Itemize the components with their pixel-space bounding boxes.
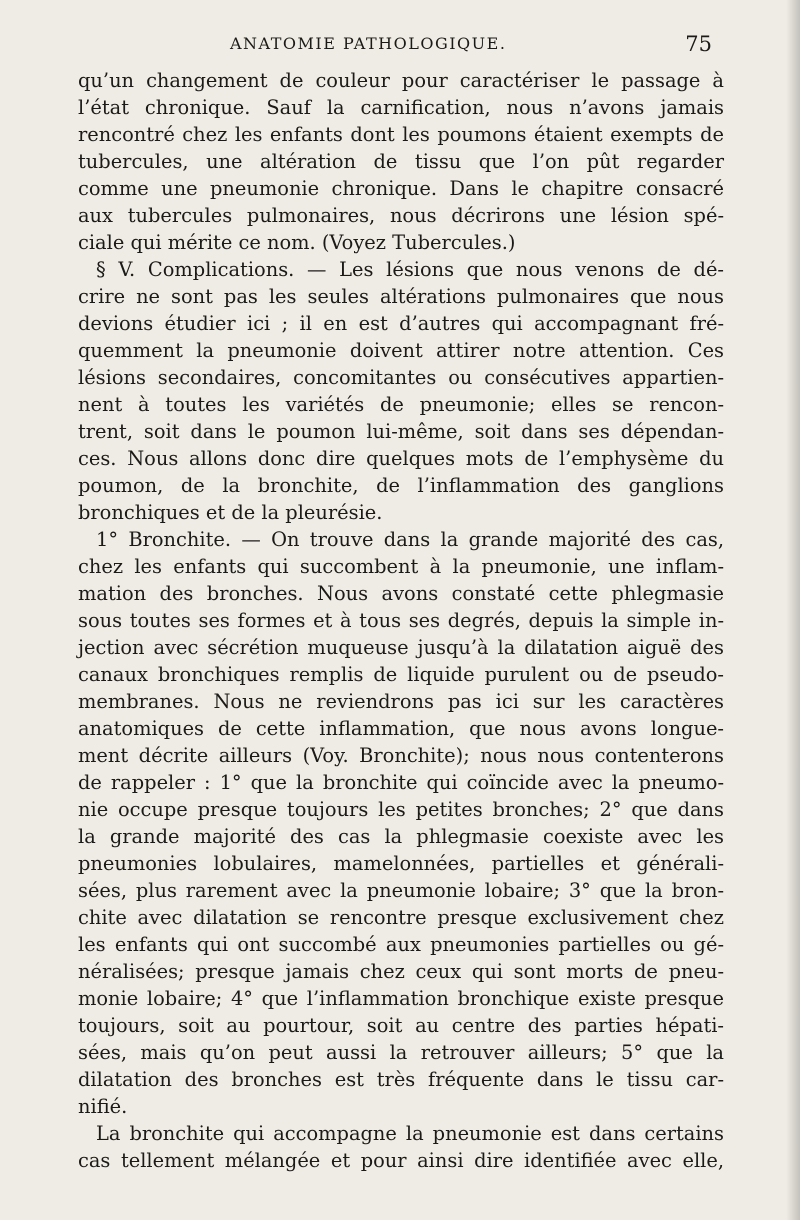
text-line: jection avec sécrétion muqueuse jusqu’à la dilatation aiguë des xyxy=(78,636,724,659)
text-line: bronchiques et de la pleurésie. xyxy=(78,501,383,524)
text-line: devions étudier ici ; il en est d’autres qui accompagnant fré- xyxy=(78,312,724,335)
text-line: toujours, soit au pourtour, soit au centre des parties hépati- xyxy=(78,1014,724,1037)
text-line: crire ne sont pas les seules altérations pulmonaires que nous xyxy=(78,285,724,308)
text-line: 1° Bronchite. — On trouve dans la grande majorité des cas, xyxy=(96,528,724,551)
text-line: poumon, de la bronchite, de l’inflammation des ganglions xyxy=(78,474,724,497)
page-edge-shadow xyxy=(786,0,800,1220)
text-line: comme une pneumonie chronique. Dans le chapitre consacré xyxy=(78,177,724,200)
text-line: ment décrite ailleurs (Voy. Bronchite); nous nous contenterons xyxy=(78,744,724,767)
text-line: qu’un changement de couleur pour caractériser le passage à xyxy=(78,69,724,92)
text-line: lésions secondaires, concomitantes ou consécutives appartien- xyxy=(78,366,724,389)
text-line: chite avec dilatation se rencontre presque exclusivement chez xyxy=(78,906,724,929)
text-line: la grande majorité des cas la phlegmasie coexiste avec les xyxy=(78,825,724,848)
text-line: cas tellement mélangée et pour ainsi dire identifiée avec elle, xyxy=(78,1149,724,1172)
text-line: quemment la pneumonie doivent attirer notre attention. Ces xyxy=(78,339,724,362)
text-line: sées, mais qu’on peut aussi la retrouver ailleurs; 5° que la xyxy=(78,1041,724,1064)
running-title: ANATOMIE PATHOLOGIQUE. xyxy=(230,34,507,53)
text-line: sous toutes ses formes et à tous ses degrés, depuis la simple in- xyxy=(78,609,724,632)
text-line: mation des bronches. Nous avons constaté cette phlegmasie xyxy=(78,582,724,605)
text-line: La bronchite qui accompagne la pneumonie est dans certains xyxy=(96,1122,724,1145)
text-line: § V. Complications. — Les lésions que nous venons de dé- xyxy=(96,258,724,281)
page-header xyxy=(80,32,712,60)
body-text xyxy=(78,67,724,1174)
text-line: sées, plus rarement avec la pneumonie lobaire; 3° que la bron- xyxy=(78,879,724,902)
text-line: pneumonies lobulaires, mamelonnées, partielles et générali- xyxy=(78,852,724,875)
text-line: ces. Nous allons donc dire quelques mots de l’emphysème du xyxy=(78,447,724,470)
text-line: canaux bronchiques remplis de liquide purulent ou de pseudo- xyxy=(78,663,724,686)
text-line: membranes. Nous ne reviendrons pas ici sur les caractères xyxy=(78,690,724,713)
text-line: anatomiques de cette inflammation, que nous avons longue- xyxy=(78,717,724,740)
text-line: monie lobaire; 4° que l’inflammation bronchique existe presque xyxy=(78,987,724,1010)
text-line: les enfants qui ont succombé aux pneumonies partielles ou gé- xyxy=(78,933,724,956)
text-line: néralisées; presque jamais chez ceux qui sont morts de pneu- xyxy=(78,960,724,983)
text-line: chez les enfants qui succombent à la pneumonie, une inflam- xyxy=(78,555,724,578)
text-line: nie occupe presque toujours les petites bronches; 2° que dans xyxy=(78,798,724,821)
text-line: nifié. xyxy=(78,1095,128,1118)
text-line: rencontré chez les enfants dont les poumons étaient exempts de xyxy=(78,123,724,146)
text-line: dilatation des bronches est très fréquente dans le tissu car- xyxy=(78,1068,724,1091)
text-line: l’état chronique. Sauf la carnification, nous n’avons jamais xyxy=(78,96,724,119)
page-number: 75 xyxy=(685,32,712,56)
text-line: aux tubercules pulmonaires, nous décrirons une lésion spé- xyxy=(78,204,724,227)
text-line: ciale qui mérite ce nom. (Voyez Tubercules.) xyxy=(78,231,516,254)
text-line: tubercules, une altération de tissu que l’on pût regarder xyxy=(78,150,724,173)
text-line: de rappeler : 1° que la bronchite qui coïncide avec la pneumo- xyxy=(78,771,724,794)
text-line: nent à toutes les variétés de pneumonie; elles se rencon- xyxy=(78,393,724,416)
text-line: trent, soit dans le poumon lui-même, soit dans ses dépendan- xyxy=(78,420,724,443)
